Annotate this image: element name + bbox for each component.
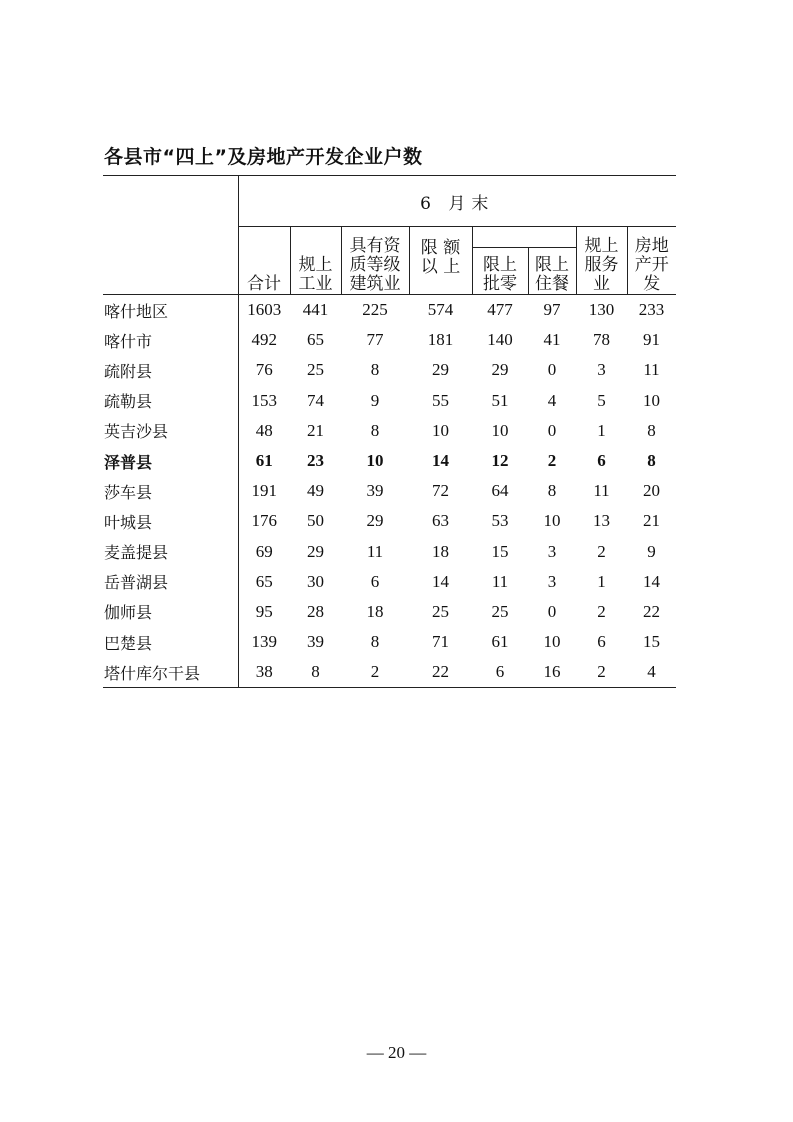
cell-accommodation: 0 <box>547 360 557 380</box>
header-col-industry: 规上 工业 <box>290 227 341 295</box>
cell-wholesale_retail: 11 <box>491 571 509 591</box>
header-col-above-limit: 限 额 以 上 <box>409 227 472 295</box>
table-body <box>103 295 676 688</box>
cell-construction: 8 <box>370 420 380 440</box>
cell-total: 65 <box>255 571 273 591</box>
cell-construction: 9 <box>370 390 380 410</box>
cell-accommodation: 8 <box>547 481 557 501</box>
cell-above_limit: 574 <box>427 300 454 320</box>
cell-total: 69 <box>255 541 273 561</box>
table-row <box>103 295 676 326</box>
cell-services: 2 <box>576 657 627 688</box>
cell-industry: 49 <box>307 481 324 501</box>
table-row <box>103 416 676 446</box>
cell-industry: 30 <box>307 571 324 591</box>
table-row <box>103 537 676 567</box>
cell-real_estate: 8 <box>647 420 656 440</box>
cell-industry: 39 <box>307 632 324 652</box>
region-name: 莎车县 <box>103 476 238 506</box>
cell-construction: 6 <box>370 571 380 591</box>
header-month: 6 月末 <box>420 193 495 214</box>
cell-services: 130 <box>588 300 615 320</box>
cell-construction: 11 <box>366 541 384 561</box>
cell-accommodation: 0 <box>547 420 557 440</box>
cell-total: 139 <box>251 632 277 652</box>
table-row <box>103 567 676 597</box>
cell-services: 78 <box>593 330 610 350</box>
enterprise-count-table <box>103 175 676 688</box>
table-row <box>103 506 676 536</box>
cell-accommodation: 97 <box>543 300 561 320</box>
cell-accommodation: 0 <box>547 601 557 621</box>
header-stub <box>103 176 238 295</box>
cell-accommodation: 2 <box>547 451 557 471</box>
cell-services: 2 <box>597 541 606 561</box>
cell-industry: 21 <box>307 420 324 440</box>
cell-services: 5 <box>597 390 606 410</box>
cell-services: 13 <box>593 511 610 531</box>
cell-wholesale_retail: 25 <box>491 601 509 621</box>
table-row <box>103 325 676 355</box>
cell-above_limit: 22 <box>409 657 472 688</box>
header-col-services: 规上 服务 业 <box>576 227 627 295</box>
header-group-blank <box>472 227 576 248</box>
cell-total: 153 <box>251 390 277 410</box>
cell-wholesale_retail: 477 <box>487 300 513 320</box>
header-col-total: 合计 <box>238 227 290 295</box>
cell-real_estate: 15 <box>643 632 660 652</box>
cell-total: 176 <box>251 511 277 531</box>
cell-real_estate: 11 <box>643 360 660 380</box>
cell-construction: 77 <box>366 330 384 350</box>
cell-wholesale_retail: 53 <box>491 511 509 531</box>
cell-services: 6 <box>597 451 606 471</box>
cell-real_estate: 9 <box>647 541 656 561</box>
cell-services: 6 <box>597 632 606 652</box>
cell-industry: 50 <box>307 511 324 531</box>
region-name: 英吉沙县 <box>103 416 238 446</box>
cell-total: 191 <box>251 481 277 501</box>
cell-construction: 8 <box>370 360 380 380</box>
region-name: 疏附县 <box>103 355 238 385</box>
table-header <box>103 176 676 295</box>
cell-wholesale_retail: 51 <box>491 390 509 410</box>
cell-construction: 18 <box>366 601 384 621</box>
cell-industry: 74 <box>307 390 324 410</box>
cell-above_limit: 29 <box>432 360 449 380</box>
table-row <box>103 627 676 657</box>
cell-services: 11 <box>593 481 610 501</box>
cell-construction: 225 <box>362 300 388 320</box>
cell-real_estate: 14 <box>643 571 660 591</box>
cell-construction: 2 <box>341 657 409 688</box>
cell-industry: 25 <box>307 360 324 380</box>
cell-services: 1 <box>597 420 606 440</box>
cell-above_limit: 71 <box>432 632 449 652</box>
table-row <box>103 597 676 627</box>
cell-real_estate: 21 <box>643 511 660 531</box>
cell-real_estate: 10 <box>643 390 660 410</box>
cell-services: 3 <box>597 360 606 380</box>
region-name: 麦盖提县 <box>103 537 238 567</box>
cell-wholesale_retail: 29 <box>491 360 509 380</box>
table-row <box>103 657 676 688</box>
region-name: 疏勒县 <box>103 386 238 416</box>
region-name: 岳普湖县 <box>103 567 238 597</box>
cell-construction: 10 <box>366 451 384 471</box>
cell-total: 38 <box>238 657 290 688</box>
cell-real_estate: 20 <box>643 481 660 501</box>
cell-total: 61 <box>255 451 273 471</box>
cell-construction: 8 <box>370 632 380 652</box>
cell-wholesale_retail: 15 <box>491 541 509 561</box>
cell-wholesale_retail: 12 <box>491 451 509 471</box>
cell-services: 2 <box>597 601 606 621</box>
cell-total: 95 <box>255 601 273 621</box>
table-row <box>103 476 676 506</box>
table-title: 各县市“四上”及房地产开发企业户数 <box>104 146 423 168</box>
cell-construction: 29 <box>366 511 384 531</box>
cell-wholesale_retail: 61 <box>491 632 509 652</box>
header-col-real-estate: 房地 产开 发 <box>627 227 676 295</box>
header-col-construction: 具有资 质等级 建筑业 <box>341 227 409 295</box>
cell-wholesale_retail: 10 <box>491 420 509 440</box>
header-col-wholesale-retail: 限上 批零 <box>472 248 528 295</box>
cell-industry: 441 <box>302 300 329 320</box>
region-name: 泽普县 <box>103 446 238 476</box>
cell-real_estate: 233 <box>638 300 665 320</box>
region-name: 叶城县 <box>103 506 238 536</box>
cell-real_estate: 91 <box>643 330 660 350</box>
cell-total: 48 <box>255 420 273 440</box>
cell-industry: 65 <box>307 330 324 350</box>
cell-real_estate: 8 <box>647 451 656 471</box>
cell-above_limit: 181 <box>427 330 454 350</box>
cell-above_limit: 14 <box>432 571 449 591</box>
cell-industry: 23 <box>307 451 324 471</box>
cell-above_limit: 18 <box>432 541 449 561</box>
table-row <box>103 386 676 416</box>
cell-accommodation: 4 <box>547 390 557 410</box>
cell-industry: 28 <box>307 601 324 621</box>
cell-accommodation: 16 <box>528 657 576 688</box>
cell-real_estate: 4 <box>627 657 676 688</box>
table-row <box>103 355 676 385</box>
cell-industry: 8 <box>290 657 341 688</box>
table-row <box>103 446 676 476</box>
cell-accommodation: 10 <box>543 632 561 652</box>
cell-wholesale_retail: 64 <box>491 481 509 501</box>
region-name: 喀什地区 <box>103 295 238 326</box>
cell-construction: 39 <box>366 481 384 501</box>
cell-total: 492 <box>251 330 277 350</box>
cell-services: 1 <box>597 571 606 591</box>
cell-above_limit: 14 <box>432 451 449 471</box>
cell-accommodation: 10 <box>543 511 561 531</box>
region-name: 喀什市 <box>103 325 238 355</box>
cell-industry: 29 <box>307 541 324 561</box>
region-name: 伽师县 <box>103 597 238 627</box>
cell-total: 76 <box>255 360 273 380</box>
cell-above_limit: 63 <box>432 511 449 531</box>
region-name: 巴楚县 <box>103 627 238 657</box>
cell-total: 1603 <box>247 300 282 320</box>
cell-above_limit: 10 <box>432 420 449 440</box>
header-col-accommodation: 限上 住餐 <box>528 248 576 295</box>
cell-real_estate: 22 <box>643 601 660 621</box>
cell-wholesale_retail: 6 <box>472 657 528 688</box>
cell-accommodation: 3 <box>547 571 557 591</box>
cell-above_limit: 55 <box>432 390 449 410</box>
region-name: 塔什库尔干县 <box>103 657 238 688</box>
cell-wholesale_retail: 140 <box>487 330 513 350</box>
cell-above_limit: 72 <box>432 481 449 501</box>
cell-above_limit: 25 <box>432 601 449 621</box>
cell-accommodation: 3 <box>547 541 557 561</box>
cell-accommodation: 41 <box>543 330 561 350</box>
page-number: — 20 — <box>366 1043 427 1062</box>
